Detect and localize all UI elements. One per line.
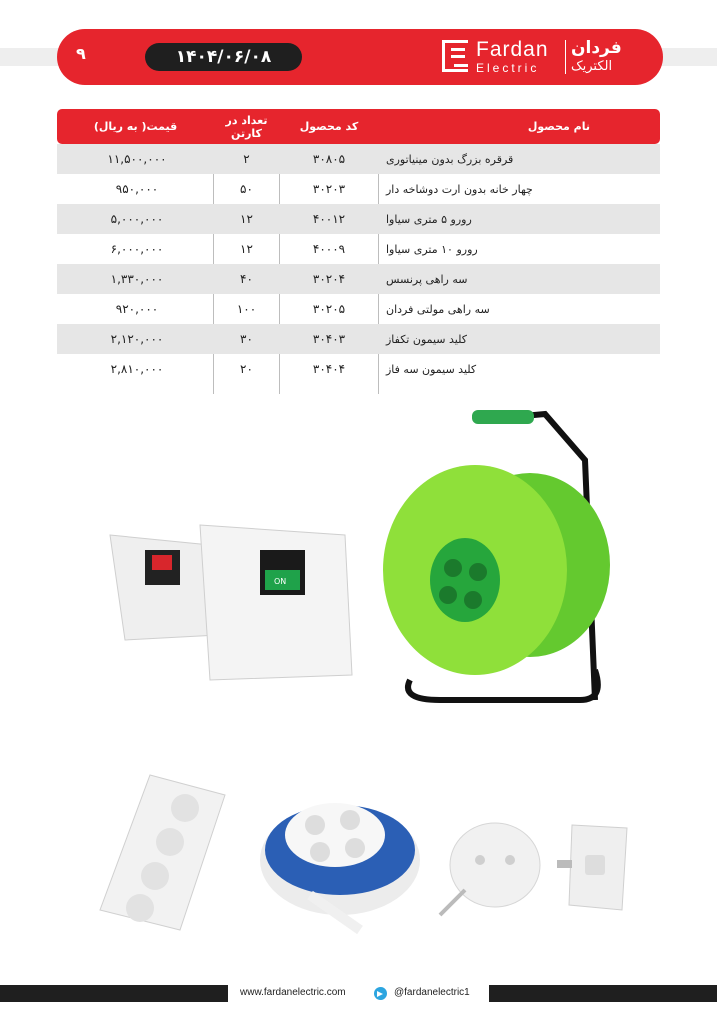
cable-reel-photo [380,400,630,730]
cell-qty: ۲۰ [240,362,253,376]
cell-price: ۲,۸۱۰,۰۰۰ [110,362,164,376]
cell-code: ۴۰۰۰۹ [312,242,346,256]
adapter-round-photo [435,820,550,925]
cell-name: چهار خانه بدون ارت دوشاخه دار [386,182,533,196]
table-row [57,294,660,324]
cell-price: ۲,۱۲۰,۰۰۰ [110,332,164,346]
cell-code: ۳۰۴۰۴ [312,362,346,376]
cell-code: ۳۰۲۰۴ [312,272,346,286]
logo-subtext-en: Electric [476,61,540,75]
cell-qty: ۵۰ [240,182,253,196]
cell-name: کلید سیمون سه فاز [386,362,477,376]
table-row [57,354,660,384]
cell-qty: ۳۰ [240,332,253,346]
table-row [57,264,660,294]
telegram-icon [374,987,387,1000]
table-row [57,234,660,264]
cell-price: ۹۵۰,۰۰۰ [115,182,159,196]
table-body [57,144,660,384]
simon-switches-photo [90,515,360,700]
cell-code: ۳۰۲۰۵ [312,302,346,316]
header-price: قیمت( به ریال) [93,120,178,133]
cell-name: رورو ۱۰ متری سیاوا [386,242,478,256]
cell-code: ۳۰۲۰۳ [312,182,346,196]
header-name: نام محصول [527,120,590,133]
cell-name: رورو ۵ متری سیاوا [386,212,472,226]
cell-price: ۹۲۰,۰۰۰ [115,302,159,316]
cell-price: ۶,۰۰۰,۰۰۰ [110,242,164,256]
cell-code: ۳۰۴۰۳ [312,332,346,346]
logo-mark-icon [442,40,468,72]
cell-qty: ۱۰۰ [236,302,257,316]
price-table [57,109,660,384]
cell-qty: ۲ [243,152,250,166]
four-way-socket-photo [95,770,235,935]
cell-code: ۳۰۸۰۵ [312,152,346,166]
cell-qty: ۱۲ [240,242,253,256]
cell-price: ۵,۰۰۰,۰۰۰ [110,212,164,226]
logo-subtext-fa: الکتریک [571,59,613,74]
cell-price: ۱,۳۳۰,۰۰۰ [110,272,164,286]
adapter-multi-photo [557,820,637,915]
cell-code: ۴۰۰۱۲ [312,212,346,226]
cell-qty: ۱۲ [240,212,253,226]
table-row [57,204,660,234]
page-number: ۹ [76,44,86,63]
logo-text-fa: فردان [571,38,622,58]
cell-name: سه راهی مولتی فردان [386,302,490,316]
cell-price: ۱۱,۵۰۰,۰۰۰ [107,152,167,166]
footer-bar-right [489,985,717,1002]
switch-on-label: ON [274,577,287,586]
footer-telegram-handle[interactable]: @fardanelectric1 [394,987,470,998]
cell-name: سه راهی پرنسس [386,272,468,286]
logo-divider [565,40,566,74]
header-side-bar-left [0,48,60,66]
cell-qty: ۴۰ [240,272,253,286]
logo-text-en: Fardan [476,38,549,61]
cell-name: کلید سیمون تکفاز [386,332,467,346]
cable-reel-small-photo [250,780,430,945]
date-badge: ۱۴۰۴/۰۶/۰۸ [145,43,302,71]
brand-logo [442,38,652,78]
table-row [57,174,660,204]
header-side-bar-right [657,48,717,66]
footer-website-link[interactable]: www.fardanelectric.com [240,987,346,998]
header-code: کد محصول [299,120,359,133]
table-header [57,109,660,144]
cell-name: قرقره بزرگ بدون مینیاتوری [386,152,514,166]
table-row [57,324,660,354]
table-row [57,144,660,174]
header-qty: تعداد در کارتن [225,113,268,140]
footer-bar-left [0,985,228,1002]
